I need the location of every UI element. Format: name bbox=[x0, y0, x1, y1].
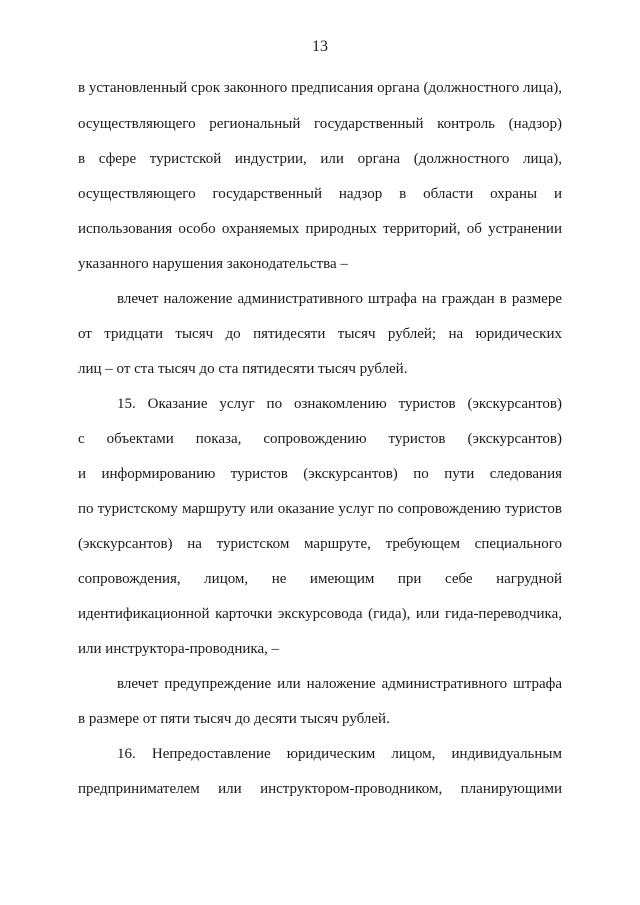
text-line: влечет предупреждение или наложение административного штрафа bbox=[117, 676, 562, 692]
text-line: с объектами показа, сопровождению туристов (экскурсантов) bbox=[78, 431, 562, 447]
text-line: осуществляющего региональный государственный контроль (надзор) bbox=[78, 116, 562, 132]
text-line: влечет наложение административного штрафа на граждан в размере bbox=[117, 291, 562, 307]
text-line: 16. Непредоставление юридическим лицом, индивидуальным bbox=[117, 746, 562, 762]
text-line: от тридцати тысяч до пятидесяти тысяч рублей; на юридических bbox=[78, 326, 562, 342]
text-line: и информированию туристов (экскурсантов) по пути следования bbox=[78, 466, 562, 482]
text-line: осуществляющего государственный надзор в области охраны и bbox=[78, 186, 562, 202]
text-line: или инструктора-проводника, – bbox=[78, 641, 280, 657]
text-line: в размере от пяти тысяч до десяти тысяч рублей. bbox=[78, 711, 390, 727]
text-line: использования особо охраняемых природных территорий, об устранении bbox=[78, 221, 562, 237]
text-line: 15. Оказание услуг по ознакомлению туристов (экскурсантов) bbox=[117, 396, 562, 412]
text-line: идентификационной карточки экскурсовода (гида), или гида-переводчика, bbox=[78, 606, 562, 622]
text-line: указанного нарушения законодательства – bbox=[78, 256, 348, 272]
page-number: 13 bbox=[312, 38, 328, 55]
text-line: лиц – от ста тысяч до ста пятидесяти тысяч рублей. bbox=[78, 361, 408, 377]
text-line: по туристскому маршруту или оказание услуг по сопровождению туристов bbox=[78, 501, 562, 517]
text-line: сопровождения, лицом, не имеющим при себе нагрудной bbox=[78, 571, 562, 587]
text-line: в установленный срок законного предписания органа (должностного лица), bbox=[78, 80, 562, 96]
text-line: (экскурсантов) на туристском маршруте, требующем специального bbox=[78, 536, 562, 552]
text-line: предпринимателем или инструктором-проводником, планирующими bbox=[78, 781, 562, 797]
text-line: в сфере туристской индустрии, или органа (должностного лица), bbox=[78, 151, 562, 167]
